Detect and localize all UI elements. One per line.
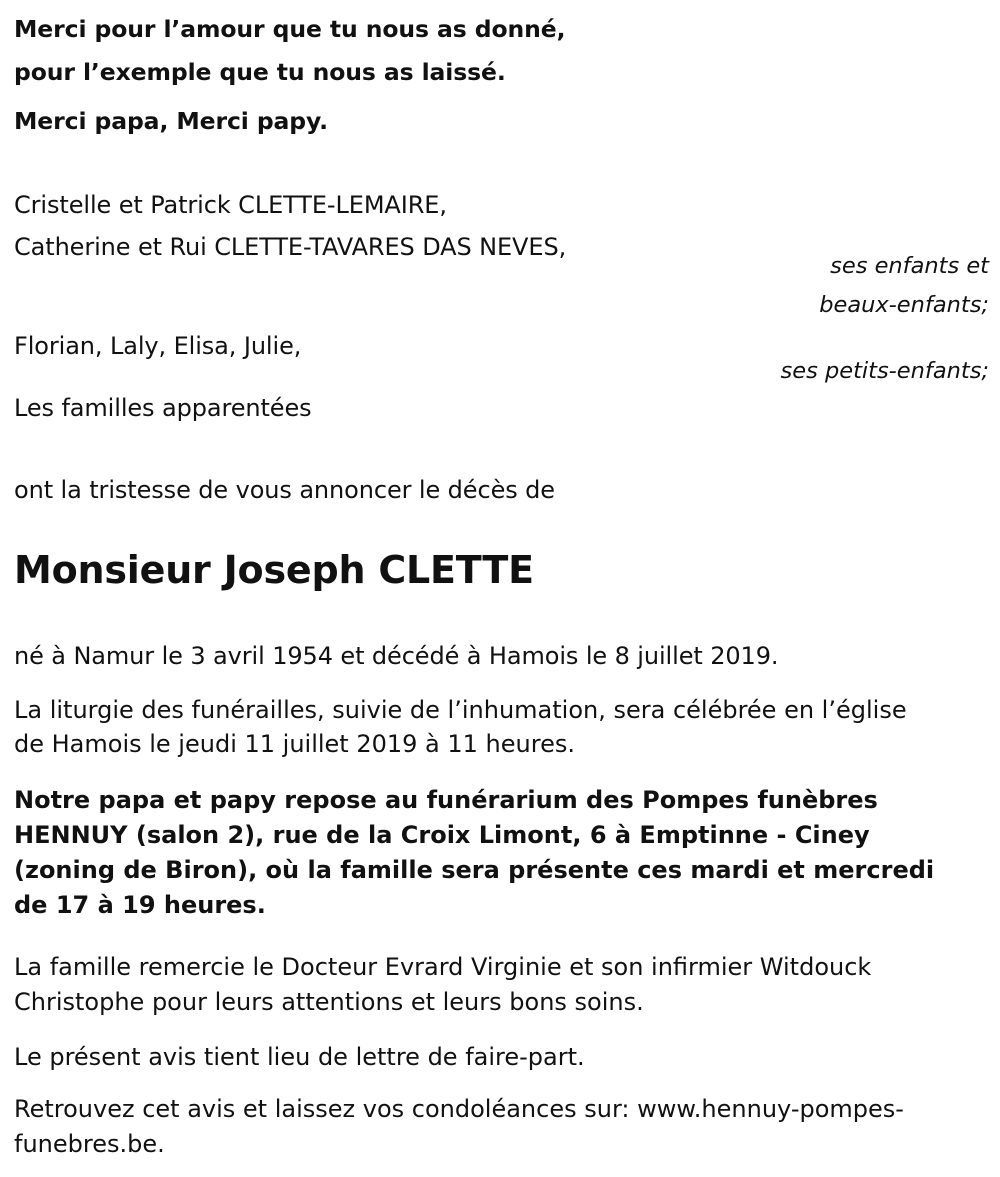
condolences-line-1: Retrouvez cet avis et laissez vos condoléances sur: www.hennuy-pompes- (14, 1095, 904, 1123)
funerarium-line-4: de 17 à 19 heures. (14, 891, 266, 919)
children-line-2: Catherine et Rui CLETTE-TAVARES DAS NEVES, (14, 233, 567, 261)
thanks-line-2: Christophe pour leurs attentions et leurs bons soins. (14, 988, 644, 1016)
faire-part-notice-line: Le présent avis tient lieu de lettre de faire-part. (14, 1043, 585, 1071)
funerarium-line-1: Notre papa et papy repose au funérarium des Pompes funèbres (14, 786, 878, 814)
condolences-line-2: funebres.be. (14, 1130, 165, 1158)
dedication-line-3: Merci papa, Merci papy. (14, 107, 328, 135)
thanks-line-1: La famille remercie le Docteur Evrard Virginie et son infirmier Witdouck (14, 953, 872, 981)
dedication-line-1: Merci pour l’amour que tu nous as donné, (14, 15, 566, 43)
funerarium-line-2: HENNUY (salon 2), rue de la Croix Limont, 6 à Emptinne - Ciney (14, 821, 870, 849)
relation-label-children-line-1: ses enfants et (830, 253, 989, 279)
relation-label-children-line-2: beaux-enfants; (819, 292, 989, 318)
deceased-name-heading: Monsieur Joseph CLETTE (14, 548, 534, 592)
children-line-1: Cristelle et Patrick CLETTE-LEMAIRE, (14, 191, 447, 219)
dedication-line-2: pour l’exemple que tu nous as laissé. (14, 58, 506, 86)
liturgy-line-1: La liturgie des funérailles, suivie de l’inhumation, sera célébrée en l’église (14, 696, 907, 724)
grandchildren-line: Florian, Laly, Elisa, Julie, (14, 332, 302, 360)
birth-death-line: né à Namur le 3 avril 1954 et décédé à Hamois le 8 juillet 2019. (14, 642, 779, 670)
liturgy-line-2: de Hamois le jeudi 11 juillet 2019 à 11 heures. (14, 730, 575, 758)
related-families-line: Les familles apparentées (14, 394, 312, 422)
relation-label-grandchildren: ses petits-enfants; (780, 358, 989, 384)
funerarium-line-3: (zoning de Biron), où la famille sera présente ces mardi et mercredi (14, 856, 935, 884)
announcement-intro: ont la tristesse de vous annoncer le décès de (14, 476, 555, 504)
